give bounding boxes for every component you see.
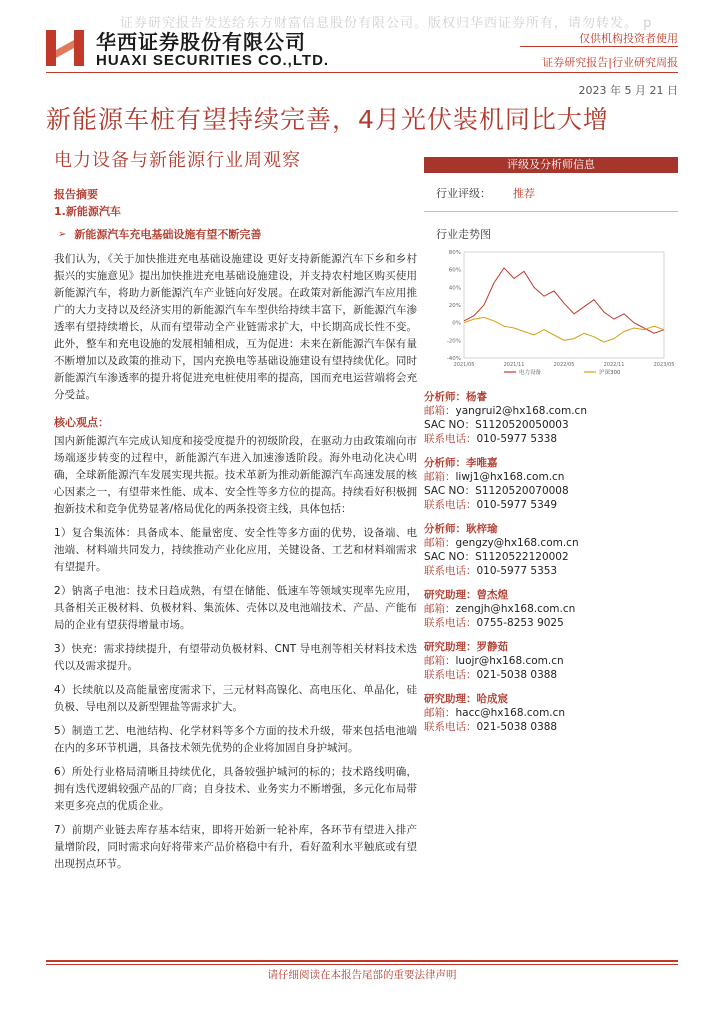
analyst-role: 研究助理： [424, 589, 477, 601]
bullet-heading-text: 新能源汽车充电基础设施有望不断完善 [74, 228, 262, 241]
analyst-sac: S1120520050003 [475, 419, 569, 431]
analyst-card [424, 456, 678, 512]
series-line [464, 268, 664, 333]
analyst-role: 分析师： [424, 391, 466, 403]
y-tick-label: 60% [448, 267, 461, 274]
audience-note: 仅供机构投资者使用 [579, 32, 678, 45]
list-item: 7）前期产业链去库存基本结束，即将开始新一轮补库，各环节有望进入排产量增阶段，同时需求向好将带来产品价格稳中有升，看好盈利水平触底或有望出现拐点环节。 [54, 824, 417, 870]
analyst-card [424, 640, 678, 682]
analyst-name: 罗静茹 [476, 641, 508, 653]
analyst-role: 研究助理： [424, 693, 477, 705]
company-name-en: HUAXI SECURITIES CO.,LTD. [96, 52, 330, 69]
email-label: 邮箱： [424, 471, 456, 483]
phone-label: 联系电话： [424, 433, 477, 445]
rating-divider [424, 211, 678, 212]
analyst-role: 分析师： [424, 523, 466, 535]
rating-label: 行业评级： [436, 187, 491, 200]
section-heading-ev: 1.新能源汽车 [54, 205, 121, 218]
x-tick-label: 2021/11 [503, 362, 525, 368]
y-tick-label: 0% [452, 320, 461, 327]
x-tick-label: 2023/05 [653, 362, 675, 368]
legend-label: 沪深300 [599, 370, 621, 376]
analyst-email[interactable]: yangrui2@hx168.com.cn [455, 405, 587, 417]
rating-box-header: 评级及分析师信息 [424, 157, 678, 173]
analyst-email[interactable]: hacc@hx168.com.cn [455, 707, 566, 719]
sac-label: SAC NO： [424, 419, 476, 431]
sac-label: SAC NO： [424, 551, 476, 563]
bullet-heading [54, 226, 417, 243]
trend-chart-svg [434, 246, 675, 376]
header-divider [520, 46, 678, 47]
paragraph-1: 我们认为，《关于加快推进充电基础设施建设 更好支持新能源汽车下乡和乡村振兴的实施意见》提出加快推进充电基础设施建设，并支持农村地区购买使用新能源汽车，将助力新能源汽车产业链向好发展。在政策对新能源汽车应用推广的大力支持以及经济实用的新能源汽车车型供给持续丰富下，新能源汽车渗透率有望持续增长，从而有望带动全产业链需求扩大，中长期高成长性不变。此外，整车和充电设施的发展相辅相成，互为促进：未来在新能源汽车保有量不断增加以及政策的推动下，国内充换电等基础设施建设有望持续优化。同时新能源汽车渗透率的提升将促进充电桩使用率的提高，国而充电运营端将会充分受益。 [54, 253, 417, 401]
arrow-bullet-icon: ➢ [58, 229, 67, 240]
analyst-role: 研究助理： [424, 641, 477, 653]
page-title: 新能源车桩有望持续完善，4月光伏装机同比大增 [46, 105, 609, 134]
y-tick-label: 40% [448, 285, 461, 292]
analyst-phone: 010-5977 5338 [476, 433, 558, 445]
summary-column [54, 186, 417, 880]
phone-label: 联系电话： [424, 499, 477, 511]
email-label: 邮箱： [424, 655, 456, 667]
legend-label: 电力设备 [519, 370, 542, 376]
analyst-name: 李唯嘉 [466, 457, 498, 469]
huaxi-logo-icon [46, 26, 88, 68]
paragraph-2: 国内新能源汽车完成认知度和接受度提升的初级阶段，在驱动力由政策端向市场端逐步转变的过程中，新能源汽车进入加速渗透阶段。海外电动化决心明确，全球新能源汽车发展实现共振。技术革新为推动新能源汽车高速发展的核心因素之一，有望带来性能、成本、安全性等多方位的提高。持续看好积极拥抱新技术和竞争优势显著/格局优化的两条投资主线，具体包括： [54, 435, 417, 515]
report-type: 证券研究报告|行业研究周报 [542, 56, 678, 69]
analyst-phone: 010-5977 5353 [476, 565, 558, 577]
analyst-email[interactable]: gengzy@hx168.com.cn [455, 537, 579, 549]
email-label: 邮箱： [424, 405, 456, 417]
industry-rating [436, 185, 678, 201]
list-item: 5）制造工艺、电池结构、化学材料等多个方面的技术升级，带来包括电池端在内的多环节机遇，具备技术领先优势的企业将加固自身护城河。 [54, 725, 417, 754]
rating-box [424, 157, 678, 376]
list-item: 1）复合集流体：具备成本、能量密度、安全性等多方面的优势，设备端、电池端、材料端共同发力，持续推动产业化应用，关键设备、工艺和材料端需求有望提升。 [54, 527, 417, 573]
list-item: 2）钠离子电池：技术日趋成熟，有望在储能、低速车等领域实现率先应用，具备相关正极材料、负极材料、集流体、壳体以及电池端技术、产品、产能布局的企业有望获得增量市场。 [54, 585, 417, 631]
analyst-list [424, 390, 678, 744]
analyst-email[interactable]: liwj1@hx168.com.cn [455, 471, 565, 483]
trend-title: 行业走势图 [436, 228, 491, 241]
report-date: 2023 年 5 月 21 日 [578, 84, 678, 97]
analyst-phone: 021-5038 0388 [476, 721, 558, 733]
trend-chart [434, 246, 675, 376]
email-label: 邮箱： [424, 537, 456, 549]
analyst-card [424, 390, 678, 446]
analyst-sac: S1120520070008 [475, 485, 569, 497]
footer-disclaimer: 请仔细阅读在本报告尾部的重要法律声明 [267, 969, 457, 981]
phone-label: 联系电话： [424, 617, 477, 629]
page-subtitle: 电力设备与新能源行业周观察 [54, 150, 301, 171]
x-tick-label: 2021/05 [453, 362, 475, 368]
x-tick-label: 2022/11 [603, 362, 625, 368]
email-label: 邮箱： [424, 707, 456, 719]
summary-heading: 报告摘要 [54, 188, 98, 201]
analyst-card [424, 692, 678, 734]
phone-label: 联系电话： [424, 721, 477, 733]
series-line [464, 317, 664, 342]
list-item: 3）快充：需求持续提升，有望带动负极材料、CNT 导电剂等相关材料技术迭代以及需求提升。 [54, 643, 417, 672]
analyst-name: 耿梓瑜 [466, 523, 498, 535]
chart-frame [464, 252, 664, 358]
analyst-email[interactable]: luojr@hx168.com.cn [455, 655, 564, 667]
list-item: 6）所处行业格局清晰且持续优化，具备较强护城河的标的；技术路线明确，拥有迭代逻辑较强产品的厂商；自身技术、业务实力不断增强，多元化布局带来更多亮点的优质企业。 [54, 766, 417, 812]
header-rule [46, 72, 678, 73]
analyst-name: 曾杰煌 [476, 589, 508, 601]
y-tick-label: -40% [446, 356, 461, 362]
analyst-card [424, 522, 678, 578]
analyst-phone: 0755-8253 9025 [476, 617, 564, 629]
watermark-text: 证券研究报告发送给东方财富信息股份有限公司。版权归华西证券所有，请勿转发。 p [120, 16, 653, 31]
core-view-heading: 核心观点： [54, 416, 109, 429]
analyst-role: 分析师： [424, 457, 466, 469]
footer-rule-thin [46, 964, 678, 965]
list-item: 4）长续航以及高能量密度需求下，三元材料高镍化、高电压化、单晶化，硅负极、导电剂以及新型锂盐等需求扩大。 [54, 684, 417, 713]
sac-label: SAC NO： [424, 485, 476, 497]
company-name-cn: 华西证券股份有限公司 [96, 30, 306, 54]
rating-value: 推荐 [513, 187, 535, 200]
y-tick-label: -20% [446, 338, 461, 345]
phone-label: 联系电话： [424, 669, 477, 681]
analyst-name: 杨睿 [466, 391, 487, 403]
analyst-card [424, 588, 678, 630]
footer-rule [46, 960, 678, 962]
analyst-name: 哈成宸 [476, 693, 508, 705]
x-tick-label: 2022/05 [553, 362, 575, 368]
phone-label: 联系电话： [424, 565, 477, 577]
analyst-email[interactable]: zengjh@hx168.com.cn [455, 603, 576, 615]
y-tick-label: 20% [448, 303, 461, 309]
analyst-phone: 021-5038 0388 [476, 669, 558, 681]
analyst-sac: S1120522120002 [475, 551, 569, 563]
y-tick-label: 80% [448, 250, 461, 256]
analyst-phone: 010-5977 5349 [476, 499, 558, 511]
email-label: 邮箱： [424, 603, 456, 615]
